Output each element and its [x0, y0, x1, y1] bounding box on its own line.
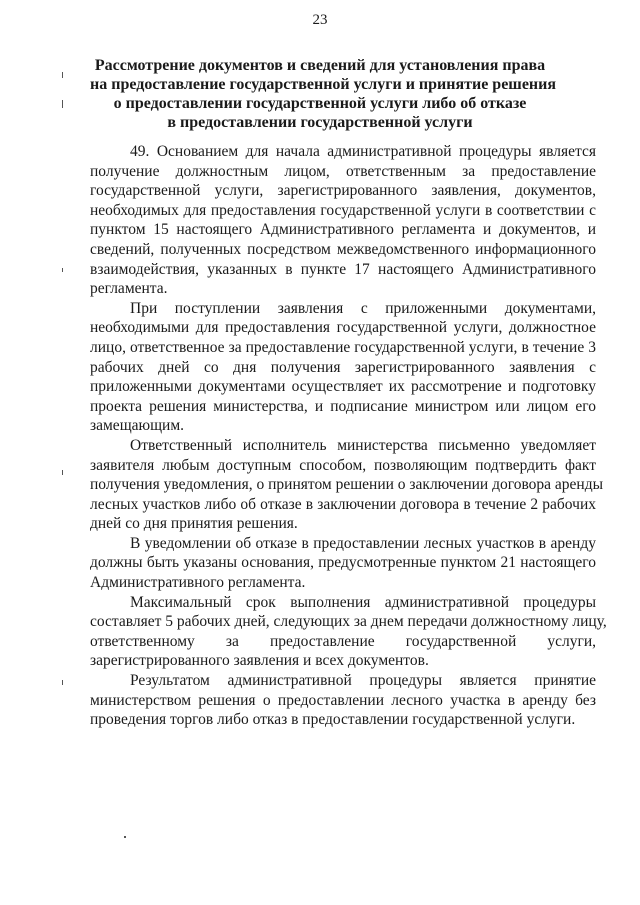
paragraph-49	[90, 142, 596, 299]
paragraph-notification	[90, 436, 604, 534]
paragraph-result	[90, 671, 596, 730]
paragraph-refusal	[90, 534, 596, 593]
text-line: Ответственный исполнитель министерства письменно уведомляет	[130, 436, 596, 454]
heading-line: о предоставлении государственной услуги либо об отказе	[113, 95, 527, 112]
text-line: проведения торгов либо отказ в предоставлении государственной услуги.	[90, 711, 576, 729]
text-line: министерством решения о предоставлении лесного участка в аренду без	[90, 691, 596, 709]
text-line: должны быть указаны основания, предусмотренные пунктом 21 настоящего	[90, 554, 596, 572]
text-line: составляет 5 рабочих дней, следующих за днем передачи должностному лицу,	[90, 613, 607, 631]
text-line: дней со дня принятия решения.	[90, 515, 298, 533]
text-line: регламента.	[90, 280, 168, 298]
heading-line: Рассмотрение документов и сведений для установления права	[94, 57, 546, 74]
text-line: заявителя любым доступным способом, позволяющим подтвердить факт	[90, 456, 596, 474]
text-line: 49. Основанием для начала административной процедуры является	[130, 143, 596, 160]
text-line: При поступлении заявления с приложенными документами,	[130, 299, 596, 317]
text-line: ответственному за предоставление государственной услуги,	[90, 632, 596, 650]
scan-speck	[62, 680, 63, 685]
paragraph-max-term	[90, 593, 607, 671]
document-body	[90, 142, 607, 730]
text-line: Результатом административной процедуры является принятие	[130, 672, 596, 690]
scan-speck	[62, 100, 63, 108]
text-line: лесных участков либо об отказе в заключении договора в течение 2 рабочих	[90, 495, 596, 513]
text-line: сведений, полученных посредством межведомственного информационного	[90, 240, 596, 258]
text-line: Максимальный срок выполнения административной процедуры	[130, 593, 596, 611]
scan-speck	[62, 268, 63, 272]
paragraph-receipt	[90, 299, 596, 436]
section-heading	[90, 56, 557, 132]
text-line: получения уведомления, о принятом решении о заключении договора аренды	[90, 476, 604, 494]
heading-line: на предоставление государственной услуги и принятие решения	[90, 76, 557, 93]
text-line: взаимодействия, указанных в пункте 17 настоящего Административного	[90, 260, 596, 278]
text-line: приложенными документами осуществляет их рассмотрение и подготовку	[90, 378, 596, 396]
text-line: лицо, ответственное за предоставление государственной услуги, в течение 3	[90, 338, 596, 356]
page-number: 23	[312, 12, 328, 28]
text-line: Административного регламента.	[90, 574, 306, 592]
heading-line: в предоставлении государственной услуги	[167, 114, 473, 131]
text-line: рабочих дней со дня получения зарегистрированного заявления с	[90, 358, 596, 376]
scan-speck	[62, 470, 63, 475]
scan-speck	[62, 72, 63, 78]
text-line: необходимых для предоставления государственной услуги в соответствии с	[90, 201, 596, 219]
text-line: В уведомлении об отказе в предоставлении лесных участков в аренду	[130, 534, 596, 552]
text-line: необходимыми для предоставления государственной услуги, должностное	[90, 319, 596, 337]
text-line: пунктом 15 настоящего Административного регламента и документов, и	[90, 221, 596, 239]
text-line: замещающим.	[90, 417, 184, 435]
text-line: получение должностным лицом, ответственным за предоставление	[90, 162, 596, 180]
scan-speck	[124, 836, 126, 838]
text-line: зарегистрированного заявления и всех документов.	[90, 652, 429, 670]
text-line: проекта решения министерства, и подписание министром или лицом его	[90, 397, 596, 415]
text-line: государственной услуги, зарегистрированного заявления, документов,	[90, 182, 596, 200]
